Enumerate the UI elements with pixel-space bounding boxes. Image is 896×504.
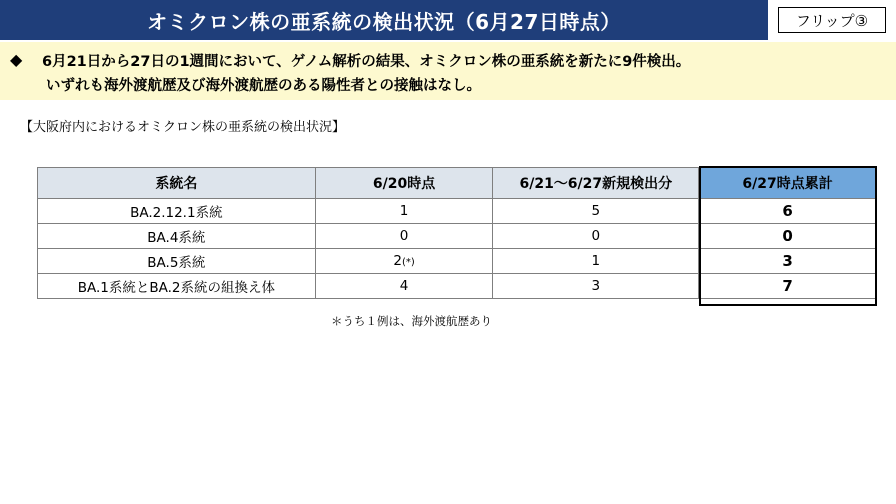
notice-box: [0, 42, 896, 100]
count-new: 0: [493, 224, 699, 249]
notice-line-1: 6月21日から27日の1週間において、ゲノム解析の結果、オミクロン株の亜系統を新たに9件検出。: [42, 54, 691, 70]
flip-badge: [778, 7, 886, 33]
lineage-name: BA.2.12.1系統: [38, 199, 316, 224]
count-total: 7: [699, 274, 877, 299]
count-total: 3: [699, 249, 877, 274]
count-as-of-0620: 2: [393, 253, 402, 269]
count-new: 5: [493, 199, 699, 224]
section-label: 【大阪府内におけるオミクロン株の亜系統の検出状況】: [20, 120, 346, 135]
detection-status-table: [37, 167, 877, 299]
page-title-text: オミクロン株の亜系統の検出状況（6月27日時点）: [147, 9, 621, 34]
lineage-name: BA.5系統: [38, 249, 316, 274]
table-header-row: [38, 168, 877, 199]
flip-badge-label: フリップ③: [795, 11, 869, 30]
count-as-of-0620: 4: [315, 274, 493, 299]
lineage-name: BA.1系統とBA.2系統の組換え体: [38, 274, 316, 299]
lineage-name: BA.4系統: [38, 224, 316, 249]
header-cumulative-0627: 6/27時点累計: [699, 168, 877, 199]
table-row: [38, 199, 877, 224]
page-title: [0, 0, 768, 40]
count-total: 0: [699, 224, 877, 249]
count-as-of-0620-cell: [315, 249, 493, 274]
header-lineage: 系統名: [38, 168, 316, 199]
count-total: 6: [699, 199, 877, 224]
table-row: [38, 249, 877, 274]
count-new: 1: [493, 249, 699, 274]
table-row: [38, 224, 877, 249]
diamond-bullet-icon: ◆: [10, 50, 23, 69]
count-as-of-0620: 0: [315, 224, 493, 249]
header-new-detections: 6/21～6/27新規検出分: [493, 168, 699, 199]
count-new: 3: [493, 274, 699, 299]
count-as-of-0620: 1: [315, 199, 493, 224]
header-as-of-0620: 6/20時点: [315, 168, 493, 199]
asterisk-note: (*): [401, 257, 415, 268]
notice-line-2: いずれも海外渡航歴及び海外渡航歴のある陽性者との接触はなし。: [46, 78, 481, 94]
table-row: [38, 274, 877, 299]
footnote: ＊うち１例は、海外渡航歴あり: [331, 314, 492, 328]
